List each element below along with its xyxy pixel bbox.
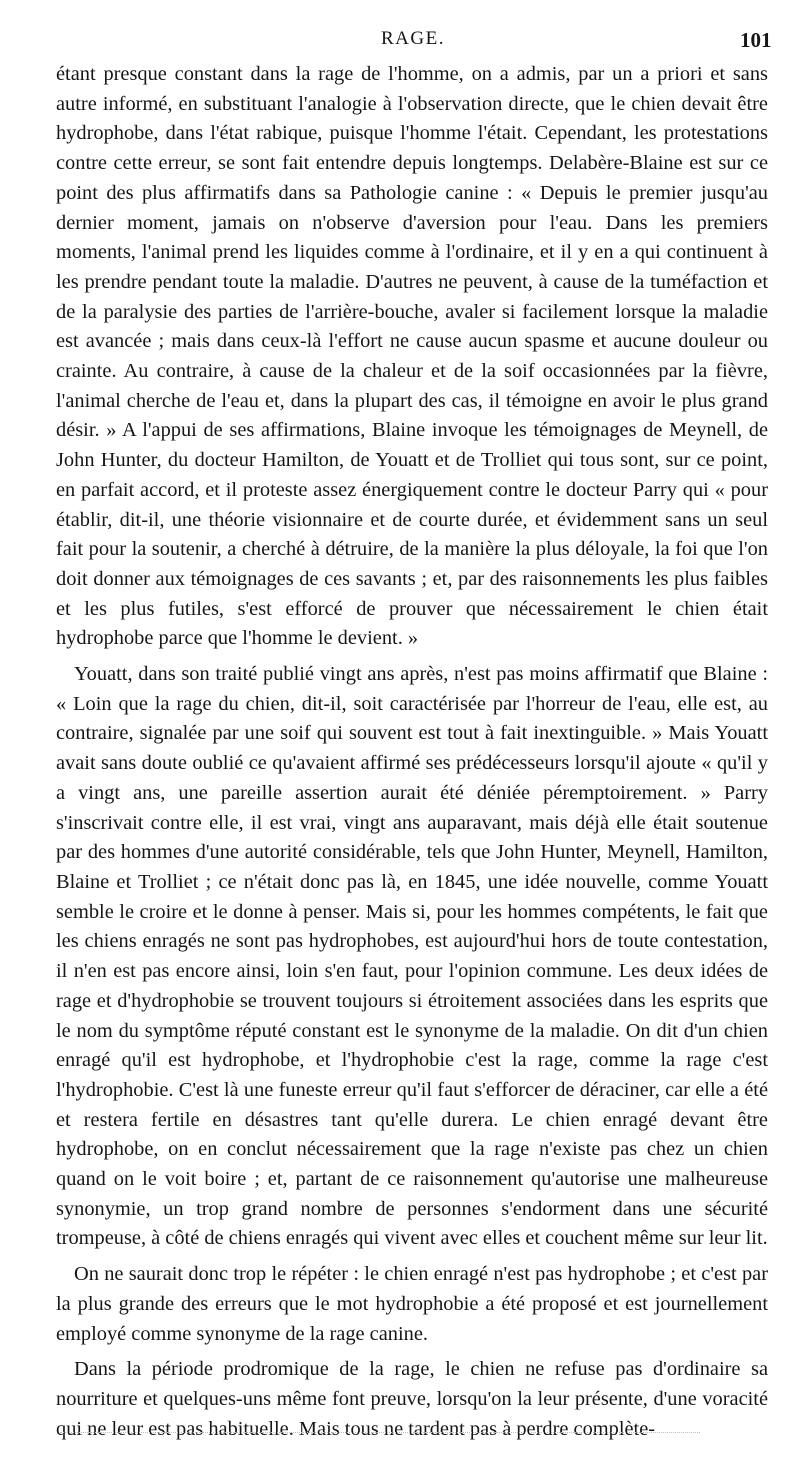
paragraph-1: étant presque constant dans la rage de l'homme, on a admis, par un a priori et sans autre informé, en substituant l'analogie à l'observation directe, que le chien devait être hydrophobe, dans l'état rabique, puisque l'homme l'était. Cependant, les protestations contre cette erreur, se sont fait entendre depuis longtemps. Delabère-Blaine est sur ce point des plus affirmatifs dans sa Pathologie canine : « Depuis le premier jusqu'au dernier moment, jamais on n'observe d'aversion pour l'eau. Dans les premiers moments, l'animal prend les liquides comme à l'ordinaire, et il y en a qui continuent à les prendre pendant toute la maladie. D'autres ne peuvent, à cause de la tuméfaction et de la paralysie des parties de l'arrière-bouche, avaler si facilement lorsque la maladie est avancée ; mais dans ceux-là l'effort ne cause aucun spasme et aucune douleur ou crainte. Au contraire, à cause de la chaleur et de la soif occasionnées par la fièvre, l'animal cherche de l'eau et, dans la plupart des cas, il témoigne en avoir le plus grand désir. » A l'appui de ses affirmations, Blaine invoque les témoignages de Meynell, de John Hunter, du docteur Hamilton, de Youatt et de Trolliet qui tous sont, sur ce point, en parfait accord, et il proteste assez énergiquement contre le docteur Parry qui « pour établir, dit-il, une théorie visionnaire et de courte durée, et évidemment sans un seul fait pour la soutenir, a cherché à détruire, de la manière la plus déloyale, la foi que l'on doit donner aux témoignages de ces savants ; et, par des raisonnements les plus faibles et les plus futiles, s'est efforcé de prouver que nécessairement le chien était hydrophobe parce que l'homme le devient. » [56,63,768,650]
paragraph-4: Dans la période prodromique de la rage, le chien ne refuse pas d'ordinaire sa nourriture et quelques-uns même font preuve, lorsqu'on la leur présente, d'une voracité qui ne leur est pas habituelle. Mais tous ne tardent pas à perdre complète- [56,1358,768,1440]
paragraph-2: Youatt, dans son traité publié vingt ans après, n'est pas moins affirmatif que Blaine : « Loin que la rage du chien, dit-il, soit caractérisée par l'horreur de l'eau, elle est, au contraire, signalée par une soif qui souvent est tout à fait inextinguible. » Mais Youatt avait sans doute oublié ce qu'avaient affirmé ses prédécesseurs lorsqu'il ajoute « qu'il y a vingt ans, une pareille assertion aurait été déniée péremptoirement. » Parry s'inscrivait contre elle, il est vrai, vingt ans auparavant, mais déjà elle était soutenue par des hommes d'une autorité considérable, tels que John Hunter, Meynell, Hamilton, Blaine et Trolliet ; ce n'était donc pas là, en 1845, une idée nouvelle, comme Youatt semble le croire et le donne à penser. Mais si, pour les hommes compétents, le fait que les chiens enragés ne sont pas hydrophobes, est aujourd'hui hors de toute contestation, il n'en est pas encore ainsi, loin s'en faut, pour l'opinion commune. Les deux idées de rage et d'hydrophobie se trouvent toujours si étroitement associées dans les esprits que le nom du symptôme réputé constant est le synonyme de la maladie. On dit d'un chien enragé qu'il est hydrophobe, et l'hydrophobie c'est la rage, comme la rage c'est l'hydrophobie. C'est là une funeste erreur qu'il faut s'efforcer de déraciner, car elle a été et restera fertile en désastres tant qu'elle durera. Le chien enragé devant être hydrophobe, on en conclut nécessairement que la rage n'existe pas chez un chien quand on le voit boire ; et, partant de ce raisonnement qu'autorise une malheureuse synonymie, un trop grand nombre de personnes s'endorment dans une sécurité trompeuse, à côté de chiens enragés qui vivent avec elles et couchent même sur leur lit. [56,663,768,1250]
footer-rule [60,1432,700,1433]
paragraph-3: On ne saurait donc trop le répéter : le chien enragé n'est pas hydrophobe ; et c'est par la plus grande des erreurs que le mot hydrophobie a été proposé et est journellement employé comme synonyme de la rage canine. [56,1263,768,1345]
body-text [56,60,768,1444]
page-number: 101 [740,28,772,52]
page-header [0,26,800,56]
running-title: RAGE. [381,28,445,49]
